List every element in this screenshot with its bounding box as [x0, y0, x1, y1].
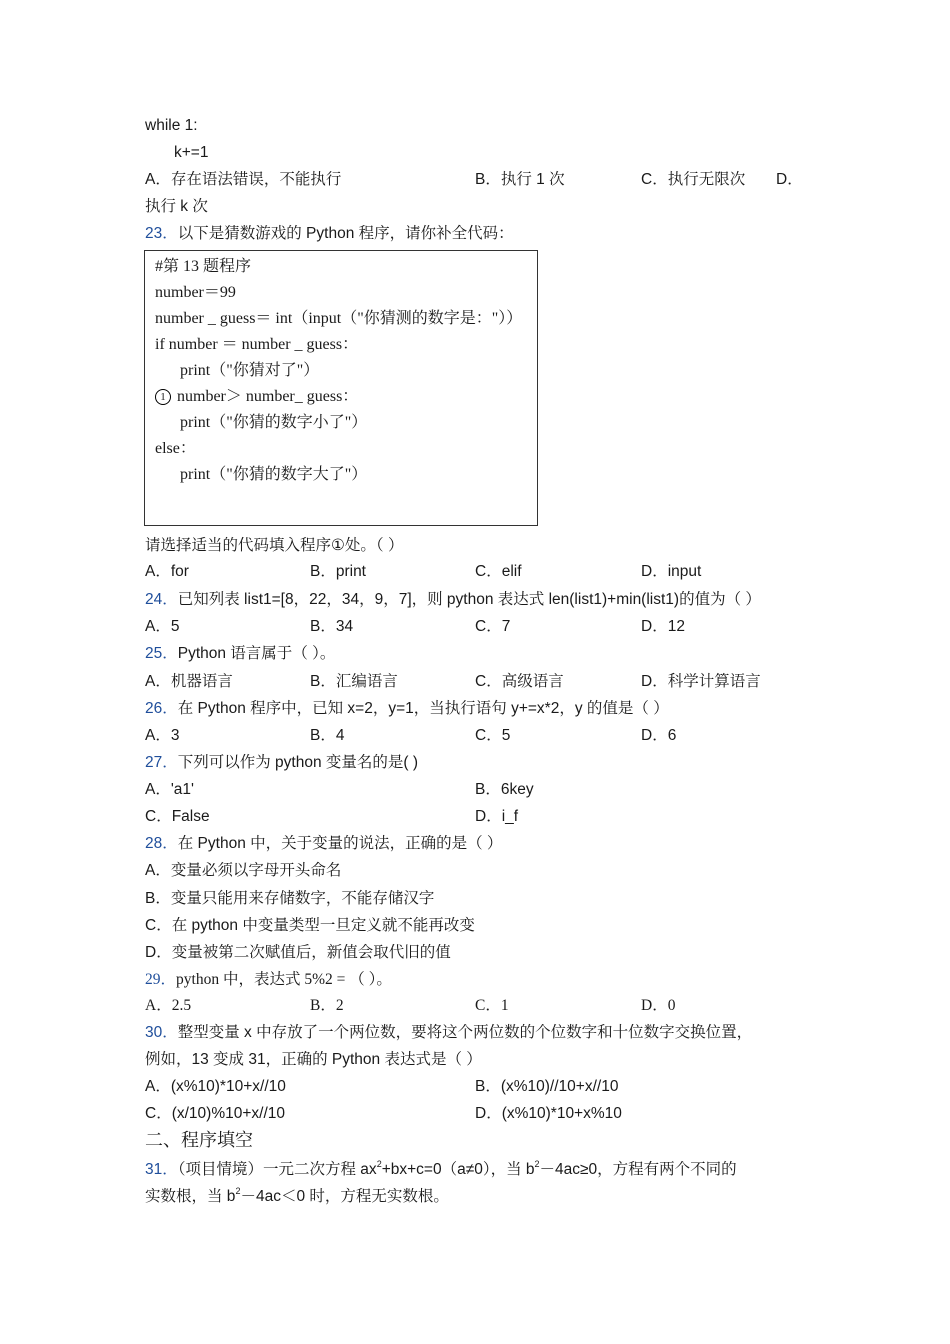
option-b: B．4 — [310, 727, 345, 744]
option-a: A．变量必须以字母开头命名 — [145, 862, 342, 879]
option-d: D．(x%10)*10+x%10 — [475, 1105, 622, 1122]
question-text: Python 语言属于（ ）。 — [177, 645, 336, 662]
question-31 — [145, 1160, 737, 1180]
option-d: D．科学计算语言 — [641, 673, 761, 690]
option-b: B．(x%10)//10+x//10 — [475, 1078, 619, 1095]
code-line: #第 13 题程序 — [155, 258, 252, 275]
question-text: 下列可以作为 python 变量名的是( ) — [177, 754, 419, 771]
option-d: D．input — [641, 563, 702, 580]
question-text: +bx+c=0（a≠0），当 b — [381, 1161, 535, 1178]
question-31-continued — [145, 1187, 449, 1207]
superscript: 2 — [534, 1159, 540, 1169]
option-c: C．False — [145, 808, 210, 825]
code-line: number＝99 — [155, 284, 236, 301]
option-c: C．5 — [475, 727, 511, 744]
question-28 — [145, 834, 502, 854]
question-25 — [145, 644, 335, 664]
option-d: D．6 — [641, 727, 677, 744]
question-text: －4ac≥0，方程有两个不同的 — [539, 1161, 737, 1178]
question-number: 24． — [145, 591, 178, 608]
question-number: 28． — [145, 835, 178, 852]
option-d-continued: 执行 k 次 — [145, 198, 208, 215]
option-d: D．12 — [641, 618, 685, 635]
option-b: B．34 — [310, 618, 354, 635]
code-line-blank — [155, 387, 358, 407]
question-text: 已知列表 list1=[8，22，34，9，7]，则 python 表达式 len(list1)+min(list1)的值为（ ） — [177, 591, 761, 608]
code-line: if number ＝ number _ guess： — [155, 336, 359, 353]
option-c: C．(x/10)%10+x//10 — [145, 1105, 285, 1122]
code-line-increment: k+=1 — [174, 144, 209, 161]
option-c: C．在 python 中变量类型一旦定义就不能再改变 — [145, 917, 475, 934]
code-line-while: while 1: — [145, 117, 198, 134]
option-a: A．机器语言 — [145, 673, 233, 690]
question-number: 27． — [145, 754, 178, 771]
option-c: C．elif — [475, 563, 522, 580]
option-d: D．0 — [641, 997, 676, 1014]
code-line: else： — [155, 440, 196, 457]
option-d: D．变量被第二次赋值后，新值会取代旧的值 — [145, 944, 451, 961]
question-text: 整型变量 x 中存放了一个两位数，要将这个两位数的个位数字和十位数字交换位置， — [177, 1024, 753, 1041]
question-29 — [145, 970, 392, 990]
superscript: 2 — [235, 1186, 241, 1196]
question-text: （项目情境）一元二次方程 ax — [177, 1161, 377, 1178]
option-d: D． — [776, 171, 803, 188]
question-text: 在 Python 中，关于变量的说法，正确的是（ ） — [177, 835, 503, 852]
option-c: C．高级语言 — [475, 673, 564, 690]
section-heading: 二、程序填空 — [145, 1130, 253, 1150]
question-number: 30． — [145, 1024, 178, 1041]
superscript: 2 — [376, 1159, 382, 1169]
question-24 — [145, 590, 761, 610]
code-line: number _ guess＝ int（input（"你猜测的数字是："）） — [155, 310, 523, 327]
question-number: 26． — [145, 700, 178, 717]
question-text: 在 Python 程序中，已知 x=2，y=1，当执行语句 y+=x*2，y 的值是（ ） — [177, 700, 669, 717]
question-26 — [145, 699, 669, 719]
option-a: A．3 — [145, 727, 180, 744]
option-b: B．2 — [310, 997, 344, 1014]
option-b: B．print — [310, 563, 366, 580]
question-number: 31． — [145, 1161, 178, 1178]
question-text: 以下是猜数游戏的 Python 程序，请你补全代码： — [177, 225, 514, 242]
question-30-continued: 例如，13 变成 31，正确的 Python 表达式是（ ） — [145, 1051, 482, 1068]
option-a: A．5 — [145, 618, 180, 635]
option-a: A．for — [145, 563, 189, 580]
option-a: A．存在语法错误，不能执行 — [145, 171, 342, 188]
option-c: C．执行无限次 — [641, 171, 746, 188]
question-number: 29． — [145, 971, 177, 988]
option-a: A．(x%10)*10+x//10 — [145, 1078, 286, 1095]
option-b: B．汇编语言 — [310, 673, 398, 690]
question-23-prompt: 请选择适当的代码填入程序①处。（ ） — [145, 537, 404, 554]
option-d: D．i_f — [475, 808, 519, 825]
question-text: －4ac＜0 时，方程无实数根。 — [240, 1188, 449, 1205]
option-a: A．'a1' — [145, 781, 194, 798]
question-number: 23． — [145, 225, 178, 242]
code-line: print（"你猜的数字大了"） — [180, 466, 368, 483]
option-b: B．6key — [475, 781, 534, 798]
option-a: A．2.5 — [145, 997, 192, 1014]
question-30 — [145, 1023, 752, 1043]
question-27 — [145, 753, 418, 773]
question-number: 25． — [145, 645, 178, 662]
question-text: python 中，表达式 5%2 = （ ）。 — [176, 971, 392, 988]
option-b: B．执行 1 次 — [475, 171, 565, 188]
question-23 — [145, 224, 514, 244]
option-c: C．1 — [475, 997, 509, 1014]
blank-marker: 1 — [155, 389, 171, 405]
option-c: C．7 — [475, 618, 511, 635]
code-line: print（"你猜对了"） — [180, 362, 320, 379]
code-box — [144, 250, 538, 526]
option-b: B．变量只能用来存储数字，不能存储汉字 — [145, 890, 435, 907]
question-text: 实数根，当 b — [145, 1188, 236, 1205]
code-line: print（"你猜的数字小了"） — [180, 414, 368, 431]
code-text: number＞ number_ guess： — [177, 388, 359, 405]
